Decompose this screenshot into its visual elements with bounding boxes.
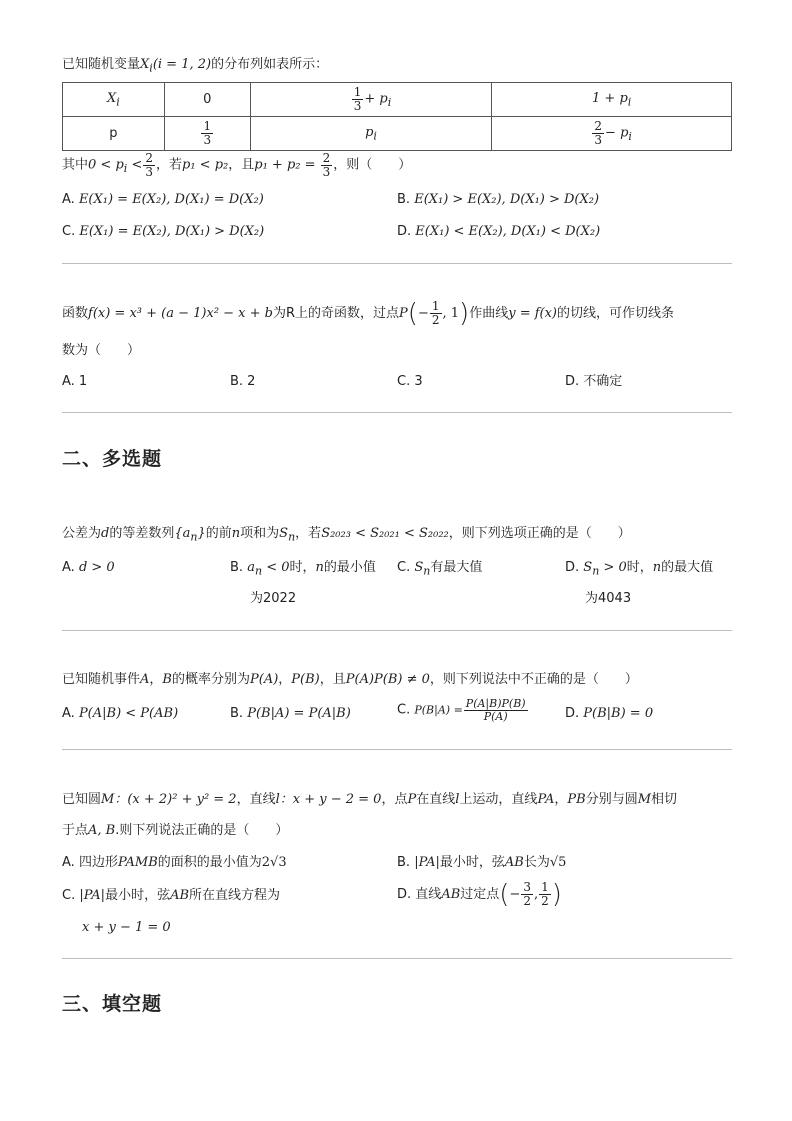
q5-option-c[interactable]: C. |PA|最小时，弦AB所在直线方程为: [62, 888, 281, 903]
q1-condition: 其中$0 < p_i$ < $\frac{2}{3}$ ，若p₁ < p₂，且p₁ + p₂ = $\frac{2}{3}$ ，则（ ）: [62, 151, 412, 179]
q4-option-b[interactable]: B. P(B|A) = P(A|B): [230, 706, 351, 721]
section-heading: 二、多选题: [62, 448, 163, 470]
q4-option-c[interactable]: C. P(B|A) = $\frac{P(A|B)P(B)}{P(A)}$: [397, 697, 526, 723]
table-cell: p: [63, 117, 165, 151]
q1-option-d[interactable]: D. E(X₁) < E(X₂), D(X₁) < D(X₂): [397, 224, 601, 239]
q4-option-d[interactable]: D. P(B|B) = 0: [565, 706, 654, 721]
divider: [62, 958, 732, 959]
q1-stem-text2: 的分布列如表所示：: [211, 57, 329, 72]
q2-stem-line2: 数为（ ）: [62, 343, 141, 358]
table-cell: $\frac{1}{3}$: [164, 117, 250, 151]
divider: [62, 749, 732, 750]
table-cell: $X_i$: [63, 83, 165, 117]
q1-stem: [62, 58, 328, 74]
q2-option-a[interactable]: A. 1: [62, 374, 88, 389]
q2-stem: 函数f(x) = x³ + (a − 1)x² − x + b为R上的奇函数，过点P(− $\frac{1}{2}$ , 1)作曲线y = f(x)的切线，可作切线条: [62, 298, 675, 329]
q1-option-c[interactable]: C. E(X₁) = E(X₂), D(X₁) > D(X₂): [62, 224, 265, 239]
q5-stem: 已知圆M：(x + 2)² + y² = 2，直线l：x + y − 2 = 0，点P在直线l上运动，直线PA，PB分别与圆M相切: [62, 792, 678, 807]
q1-var-sub: i: [149, 61, 153, 75]
q4-option-a[interactable]: A. P(A|B) < P(AB): [62, 706, 179, 721]
q5-stem-line2: 于点A, B.则下列说法正确的是（ ）: [62, 823, 289, 838]
q2-option-d[interactable]: D. 不确定: [565, 374, 623, 389]
divider: [62, 412, 732, 413]
q1-cond: (i = 1, 2): [152, 57, 212, 72]
table-row: [63, 83, 732, 117]
q5-option-d[interactable]: D. 直线AB过定点(− $\frac{3}{2}$ , $\frac{1}{2}$ ): [397, 879, 562, 910]
q2-option-c[interactable]: C. 3: [397, 374, 423, 389]
table-cell: 0: [164, 83, 250, 117]
q1-option-a[interactable]: A. E(X₁) = E(X₂), D(X₁) = D(X₂): [62, 192, 264, 207]
q3-option-b[interactable]: B. $a_n < 0$时，n的最小值: [230, 560, 376, 578]
section-heading: 三、填空题: [62, 993, 163, 1015]
table-cell: $1 + p_i$: [492, 83, 732, 117]
q3-option-d[interactable]: D. $S_n > 0$时，n的最大值: [565, 560, 714, 578]
q3-stem: 公差为d的等差数列$\{a_n\}$的前n项和为$S_n$，若S₂₀₂₃ < S₂₀₂₁ < S₂₀₂₂，则下列选项正确的是（ ）: [62, 526, 631, 544]
table-cell: $\frac{2}{3}$ − $p_i$: [492, 117, 732, 151]
q3-option-a[interactable]: A. d > 0: [62, 560, 115, 575]
q1-option-b[interactable]: B. E(X₁) > E(X₂), D(X₁) > D(X₂): [397, 192, 600, 207]
distribution-table: [62, 82, 732, 151]
q5-option-a[interactable]: A. 四边形PAMB的面积的最小值为2√3: [62, 855, 287, 870]
table-cell: $p_i$: [250, 117, 492, 151]
q5-option-b[interactable]: B. |PA|最小时，弦AB长为√5: [397, 855, 567, 870]
divider: [62, 630, 732, 631]
q3-option-b-line2: 为2022: [250, 591, 297, 606]
q2-option-b[interactable]: B. 2: [230, 374, 256, 389]
q1-var: X: [140, 57, 150, 72]
q1-stem-text: 已知随机变量: [62, 57, 141, 72]
q4-stem: 已知随机事件A，B的概率分别为P(A)，P(B)，且P(A)P(B) ≠ 0，则下列说法中不正确的是（ ）: [62, 672, 638, 687]
q3-option-d-line2: 为4043: [585, 591, 632, 606]
divider: [62, 263, 732, 264]
table-row: [63, 117, 732, 151]
q3-option-c[interactable]: C. $S_n$有最大值: [397, 560, 483, 578]
q5-option-c-line2: x + y − 1 = 0: [82, 920, 171, 935]
table-cell: $\frac{1}{3}$ + $p_i$: [250, 83, 492, 117]
